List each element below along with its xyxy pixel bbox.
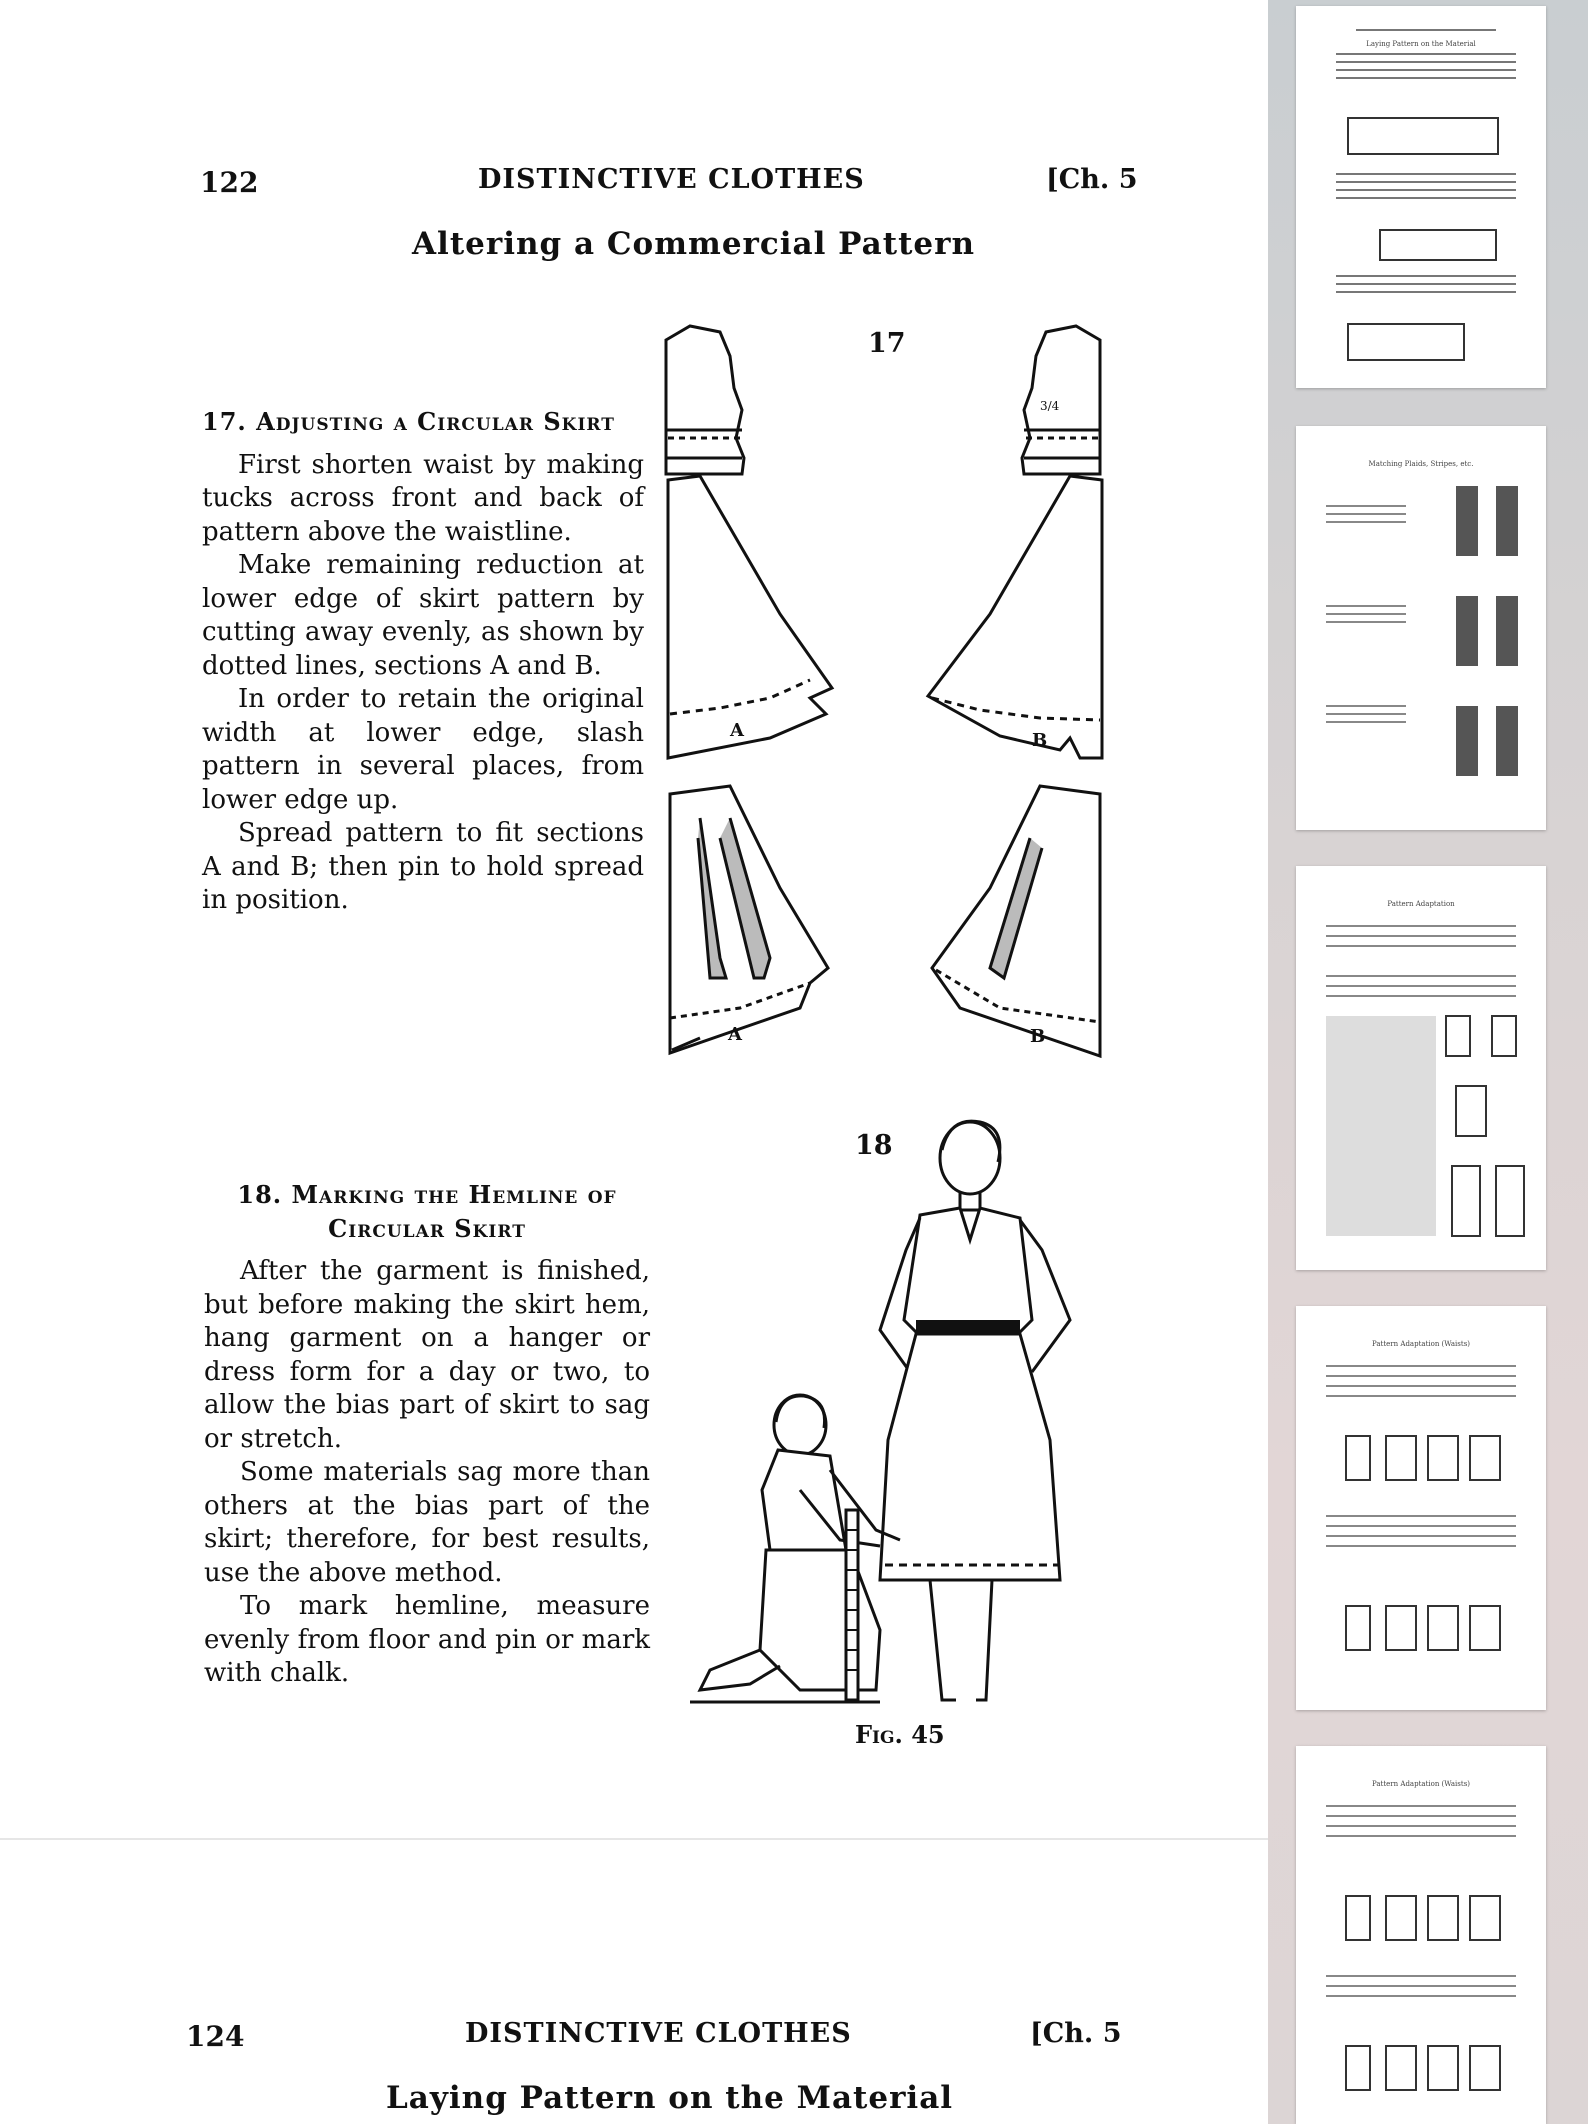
page-thumbnails-sidebar[interactable] (1268, 0, 1588, 2124)
figure-number: 17 (868, 328, 906, 359)
section-heading: 17. Adjusting a Circular Skirt (202, 407, 615, 436)
section-a-label: A (728, 1024, 742, 1045)
paragraph: To mark hemline, measure evenly from floor and pin or mark with chalk. (204, 1591, 650, 1688)
thumbnail-preview (1296, 1306, 1546, 1710)
thumbnail-preview (1296, 866, 1546, 1270)
figure-caption: Fig. 45 (855, 1720, 945, 1749)
thumbnail-preview (1296, 6, 1546, 388)
page-subtitle: Altering a Commercial Pattern (412, 226, 975, 262)
paragraph: After the garment is finished, but before making the skirt hem, hang garment on a hanger or dress form for a day or two, to allow the bias part of skirt to sag or stretch. (204, 1256, 650, 1454)
thumbnail-page[interactable] (1296, 6, 1546, 388)
thumbnail-page[interactable] (1296, 426, 1546, 830)
figure-18-hemline-illustration (680, 1110, 1100, 1710)
section-17 (202, 405, 644, 918)
section-b-label: B (1032, 730, 1048, 751)
thumbnail-title: Laying Pattern on the Material (1366, 40, 1476, 48)
thumbnail-title: Matching Plaids, Stripes, etc. (1368, 460, 1474, 468)
section-18 (204, 1178, 650, 1691)
paragraph: Some materials sag more than others at the bias part of the skirt; therefore, for best results, use the above method. (204, 1457, 650, 1588)
page-divider (0, 1838, 1268, 1840)
section-heading: 18. Marking the Hemline of Circular Skirt (237, 1180, 617, 1243)
thumbnail-page[interactable] (1296, 1746, 1546, 2124)
svg-text:3/4: 3/4 (1040, 399, 1060, 413)
section-b-label: B (1030, 1026, 1046, 1047)
figure-17-pattern-illustration (660, 318, 1110, 1063)
thumbnail-title: Pattern Adaptation (1387, 900, 1455, 908)
paragraph: Spread pattern to fit sections A and B; then pin to hold spread in position. (202, 818, 644, 915)
figure-number: 18 (855, 1130, 893, 1161)
chapter-label: [Ch. 5 (1030, 2018, 1122, 2049)
thumbnail-title: Pattern Adaptation (Waists) (1371, 1340, 1471, 1348)
page-number: 124 (186, 2020, 245, 2053)
thumbnail-preview (1296, 1746, 1546, 2124)
thumbnail-title: Pattern Adaptation (Waists) (1371, 1780, 1471, 1788)
page-subtitle: Laying Pattern on the Material (386, 2080, 954, 2116)
thumbnail-page[interactable] (1296, 1306, 1546, 1710)
thumbnail-page[interactable] (1296, 866, 1546, 1270)
section-a-label: A (730, 720, 744, 741)
running-head: DISTINCTIVE CLOTHES (465, 2018, 852, 2049)
chapter-label: [Ch. 5 (1046, 164, 1138, 195)
thumbnail-preview (1296, 426, 1546, 830)
page-number: 122 (200, 166, 259, 199)
paragraph: First shorten waist by making tucks across front and back of pattern above the waistline. (202, 449, 644, 547)
paragraph: In order to retain the original width at lower edge, slash pattern in several places, from lower edge up. (202, 684, 644, 815)
paragraph: Make remaining reduction at lower edge of skirt pattern by cutting away evenly, as shown by dotted lines, sections A and B. (202, 550, 644, 681)
running-head: DISTINCTIVE CLOTHES (478, 164, 865, 195)
